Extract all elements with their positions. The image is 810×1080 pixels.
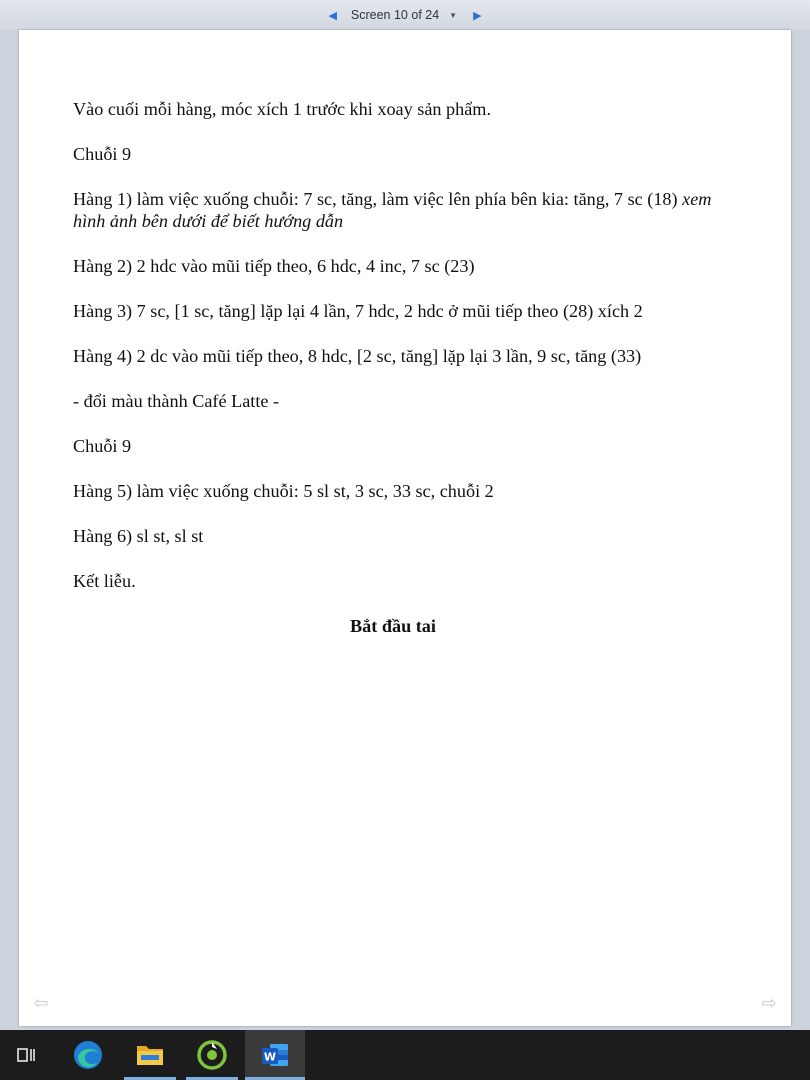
paragraph — [73, 188, 713, 232]
green-app-icon[interactable] — [186, 1030, 238, 1080]
arrow-right-icon[interactable]: ⇨ — [761, 993, 777, 1014]
paragraph: - đổi màu thành Café Latte - — [73, 391, 280, 411]
paragraph: Kết liễu. — [73, 571, 136, 591]
screen-counter: Screen 10 of 24 — [350, 8, 440, 22]
paragraph: Chuỗi 9 — [73, 436, 132, 456]
edge-browser-icon[interactable] — [62, 1030, 114, 1080]
paragraph-text: Hàng 1) làm việc xuống chuỗi: 7 sc, tăng, làm việc lên phía bên kia: tăng, 7 sc (18) — [73, 189, 683, 209]
paragraph: Hàng 2) 2 hdc vào mũi tiếp theo, 6 hdc, 4 inc, 7 sc (23) — [73, 256, 475, 276]
caret-down-icon[interactable]: ▼ — [449, 10, 458, 20]
section-heading: Bắt đầu tai — [350, 616, 436, 636]
prev-screen-icon[interactable]: ◀ — [328, 9, 337, 22]
paragraph: Hàng 4) 2 dc vào mũi tiếp theo, 8 hdc, [2 sc, tăng] lặp lại 3 lần, 9 sc, tăng (33) — [73, 346, 642, 366]
paragraph: Hàng 5) làm việc xuống chuỗi: 5 sl st, 3 sc, 33 sc, chuỗi 2 — [73, 481, 494, 501]
document-content — [73, 98, 713, 660]
paragraph-italic: xem hình ảnh bên dưới để biết hướng dẫn — [73, 189, 712, 231]
paragraph: Vào cuối mỗi hàng, móc xích 1 trước khi xoay sản phẩm. — [73, 99, 491, 119]
paragraph: Hàng 6) sl st, sl st — [73, 526, 204, 546]
taskbar — [0, 1030, 810, 1080]
word-icon[interactable] — [245, 1030, 305, 1080]
next-screen-icon[interactable]: ▶ — [473, 9, 482, 22]
paragraph: Chuỗi 9 — [73, 144, 132, 164]
svg-text:W: W — [263, 1050, 277, 1064]
viewer-toolbar — [0, 0, 810, 30]
document-page — [19, 30, 791, 1026]
file-explorer-icon[interactable] — [124, 1030, 176, 1080]
task-view-icon[interactable] — [0, 1030, 52, 1080]
paragraph: Hàng 3) 7 sc, [1 sc, tăng] lặp lại 4 lần, 7 hdc, 2 hdc ở mũi tiếp theo (28) xích 2 — [73, 301, 643, 321]
arrow-left-icon[interactable]: ⇦ — [33, 993, 49, 1014]
